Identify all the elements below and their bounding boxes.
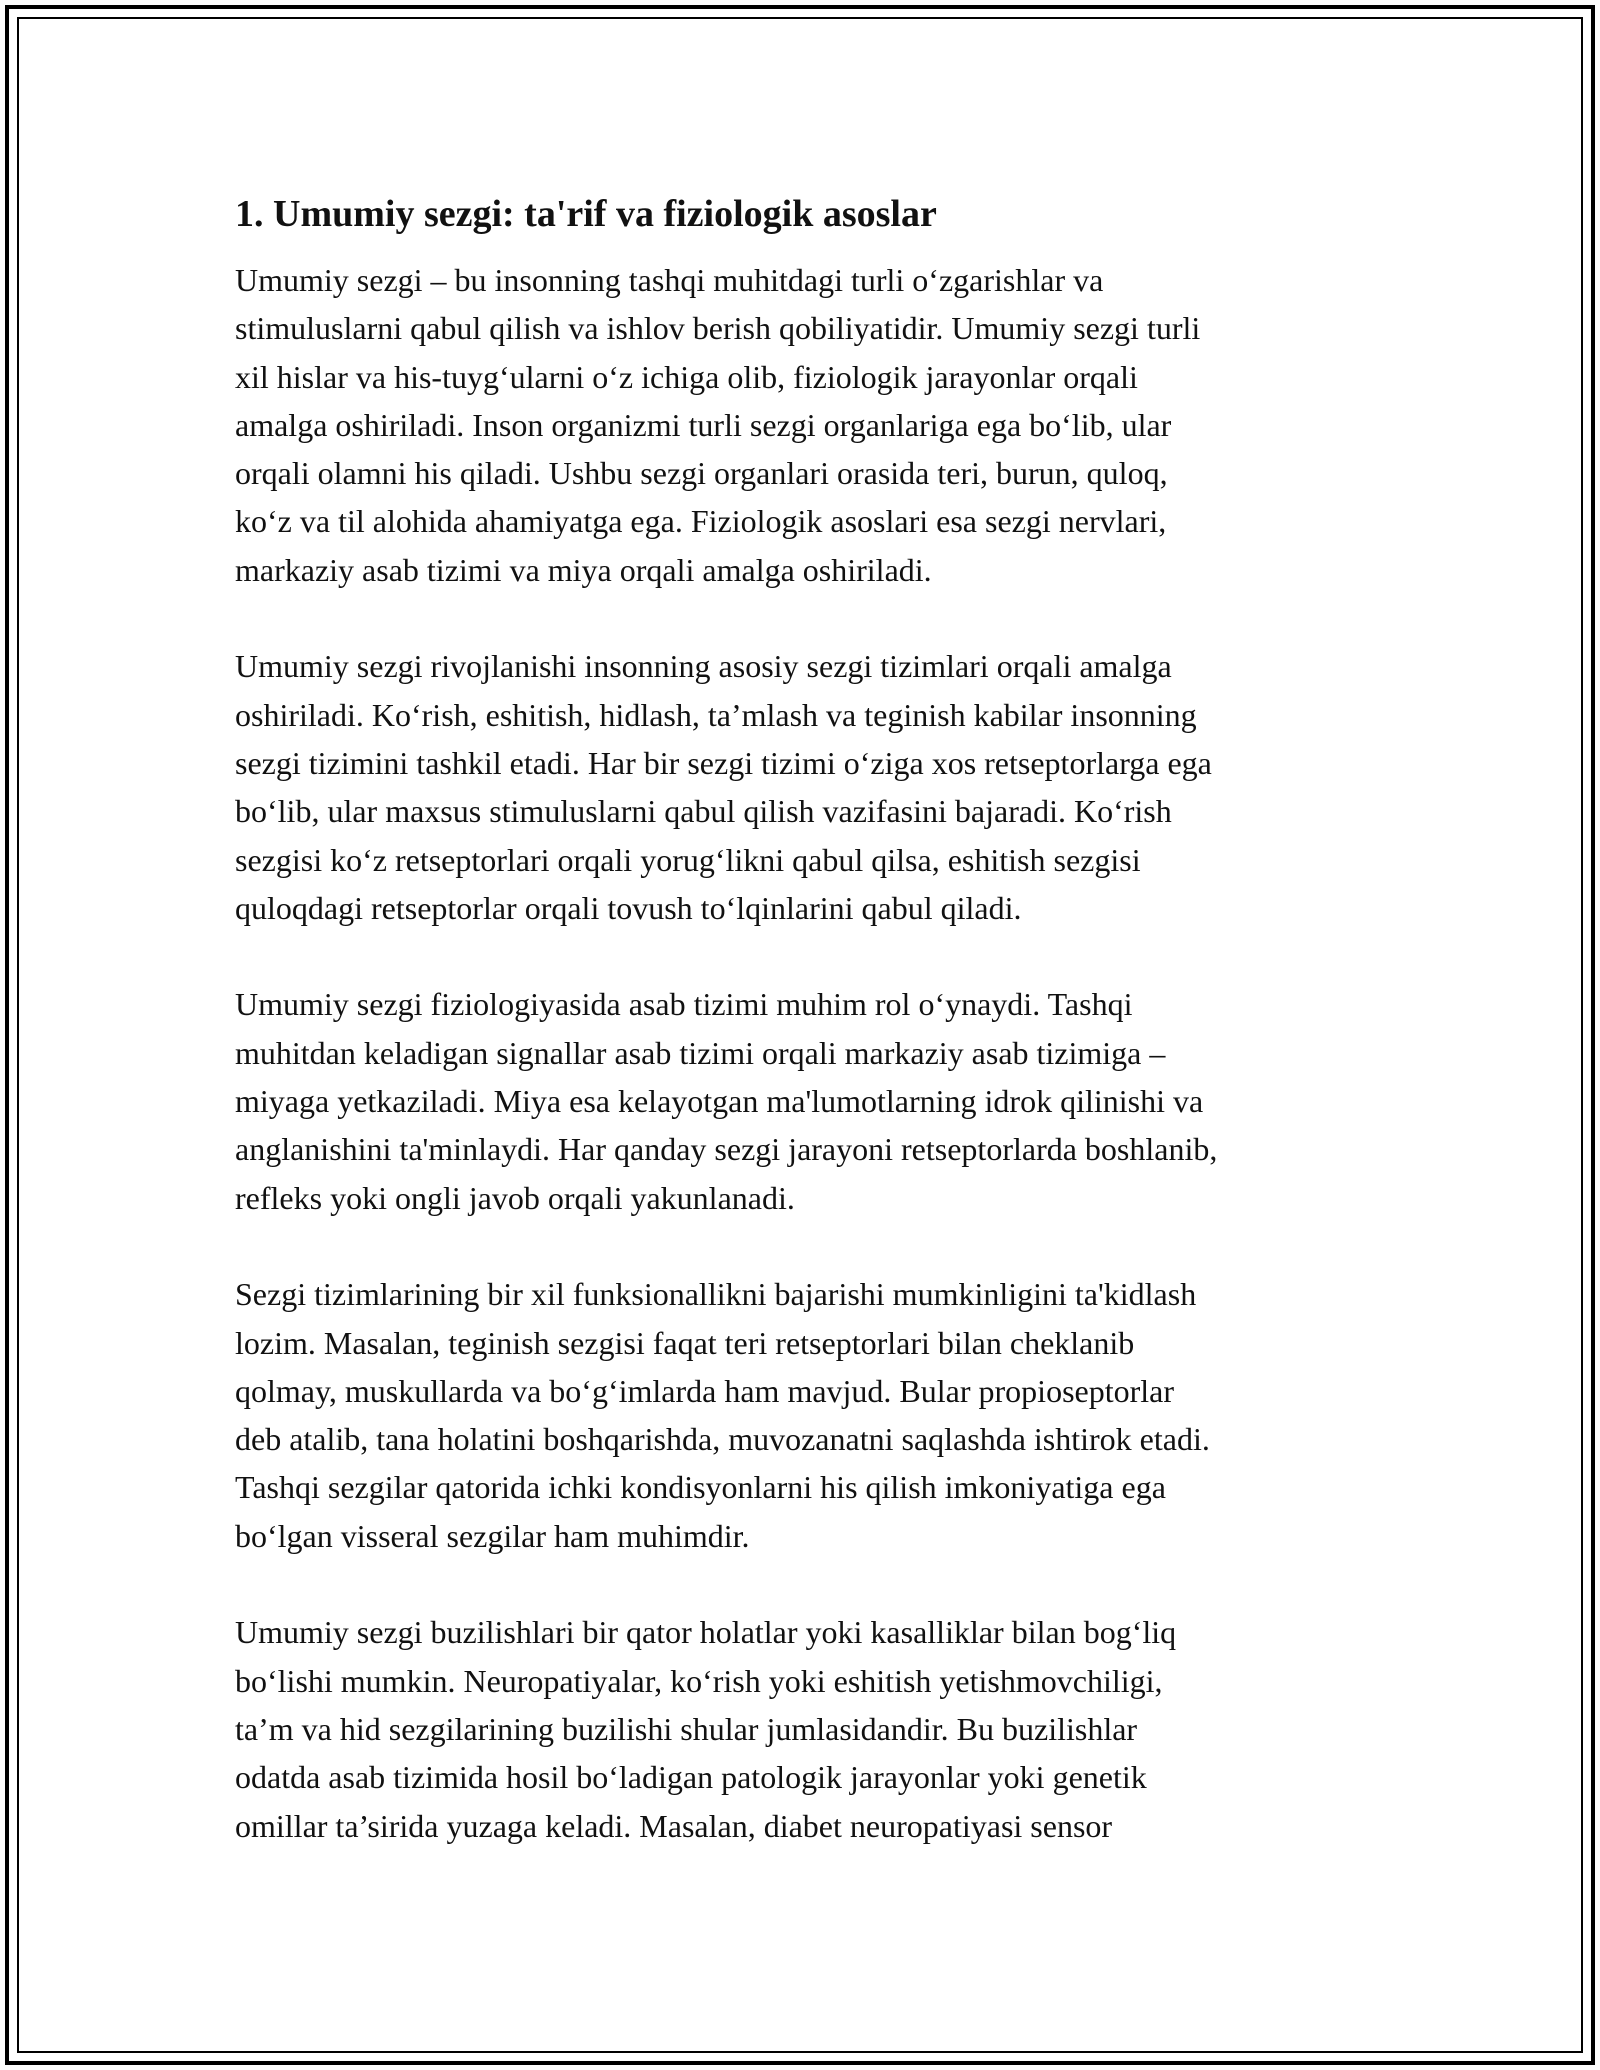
- text-line: deb atalib, tana holatini boshqarishda, muvozanatni saqlashda ishtirok etadi.: [235, 1421, 1210, 1458]
- text-line: omillar ta’sirida yuzaga keladi. Masalan, diabet neuropatiyasi sensor: [235, 1807, 1113, 1844]
- text-line: oshiriladi. Ko‘rish, eshitish, hidlash, ta’mlash va teginish kabilar insonning: [235, 696, 1197, 733]
- text-line: miyaga yetkaziladi. Miya esa kelayotgan ma'lumotlarning idrok qilinishi va: [235, 1083, 1204, 1120]
- paragraph-1: [235, 256, 1365, 594]
- text-line: bo‘lib, ular maxsus stimuluslarni qabul qilish vazifasini bajaradi. Ko‘rish: [235, 793, 1172, 830]
- paragraph-2: [235, 642, 1365, 932]
- text-line: Umumiy sezgi buzilishlari bir qator holatlar yoki kasalliklar bilan bog‘liq: [235, 1614, 1177, 1651]
- text-line: bo‘lishi mumkin. Neuropatiyalar, ko‘rish yoki eshitish yetishmovchiligi,: [235, 1662, 1163, 1699]
- text-line: muhitdan keladigan signallar asab tizimi orqali markaziy asab tizimiga –: [235, 1034, 1166, 1071]
- text-line: ta’m va hid sezgilarining buzilishi shular jumlasidandir. Bu buzilishlar: [235, 1710, 1138, 1747]
- text-line: Umumiy sezgi fiziologiyasida asab tizimi muhim rol o‘ynaydi. Tashqi: [235, 986, 1133, 1023]
- text-line: quloqdagi retseptorlar orqali tovush to‘lqinlarini qabul qiladi.: [235, 889, 1022, 926]
- text-line: bo‘lgan visseral sezgilar ham muhimdir.: [235, 1517, 750, 1554]
- text-line: qolmay, muskullarda va bo‘g‘imlarda ham mavjud. Bular propioseptorlar: [235, 1372, 1175, 1409]
- text-line: stimuluslarni qabul qilish va ishlov berish qobiliyatidir. Umumiy sezgi turli: [235, 310, 1201, 347]
- text-line: Umumiy sezgi rivojlanishi insonning asosiy sezgi tizimlari orqali amalga: [235, 648, 1172, 685]
- section-heading: 1. Umumiy sezgi: ta'rif va fiziologik asoslar: [235, 193, 937, 235]
- paragraph-4: [235, 1270, 1365, 1560]
- paragraph-3: [235, 980, 1365, 1221]
- text-line: ko‘z va til alohida ahamiyatga ega. Fiziologik asoslari esa sezgi nervlari,: [235, 503, 1167, 540]
- document-body: [235, 186, 1365, 1898]
- text-line: amalga oshiriladi. Inson organizmi turli sezgi organlariga ega bo‘lib, ular: [235, 406, 1172, 443]
- text-line: refleks yoki ongli javob orqali yakunlanadi.: [235, 1179, 795, 1216]
- text-line: odatda asab tizimida hosil bo‘ladigan patologik jarayonlar yoki genetik: [235, 1759, 1147, 1796]
- text-line: Umumiy sezgi – bu insonning tashqi muhitdagi turli o‘zgarishlar va: [235, 262, 1104, 298]
- text-line: Sezgi tizimlarining bir xil funksionallikni bajarishi mumkinligini ta'kidlash: [235, 1276, 1197, 1313]
- text-line: Tashqi sezgilar qatorida ichki kondisyonlarni his qilish imkoniyatiga ega: [235, 1469, 1166, 1506]
- text-line: orqali olamni his qiladi. Ushbu sezgi organlari orasida teri, burun, quloq,: [235, 455, 1168, 492]
- text-line: markaziy asab tizimi va miya orqali amalga oshiriladi.: [235, 551, 932, 588]
- text-line: xil hislar va his-tuyg‘ularni o‘z ichiga olib, fiziologik jarayonlar orqali: [235, 358, 1138, 395]
- text-line: sezgisi ko‘z retseptorlari orqali yorug‘likni qabul qilsa, eshitish sezgisi: [235, 841, 1141, 878]
- paragraph-5: [235, 1608, 1365, 1849]
- text-line: sezgi tizimini tashkil etadi. Har bir sezgi tizimi o‘ziga xos retseptorlarga ega: [235, 744, 1212, 781]
- text-line: lozim. Masalan, teginish sezgisi faqat teri retseptorlari bilan cheklanib: [235, 1324, 1135, 1361]
- text-line: anglanishini ta'minlaydi. Har qanday sezgi jarayoni retseptorlarda boshlanib,: [235, 1131, 1218, 1168]
